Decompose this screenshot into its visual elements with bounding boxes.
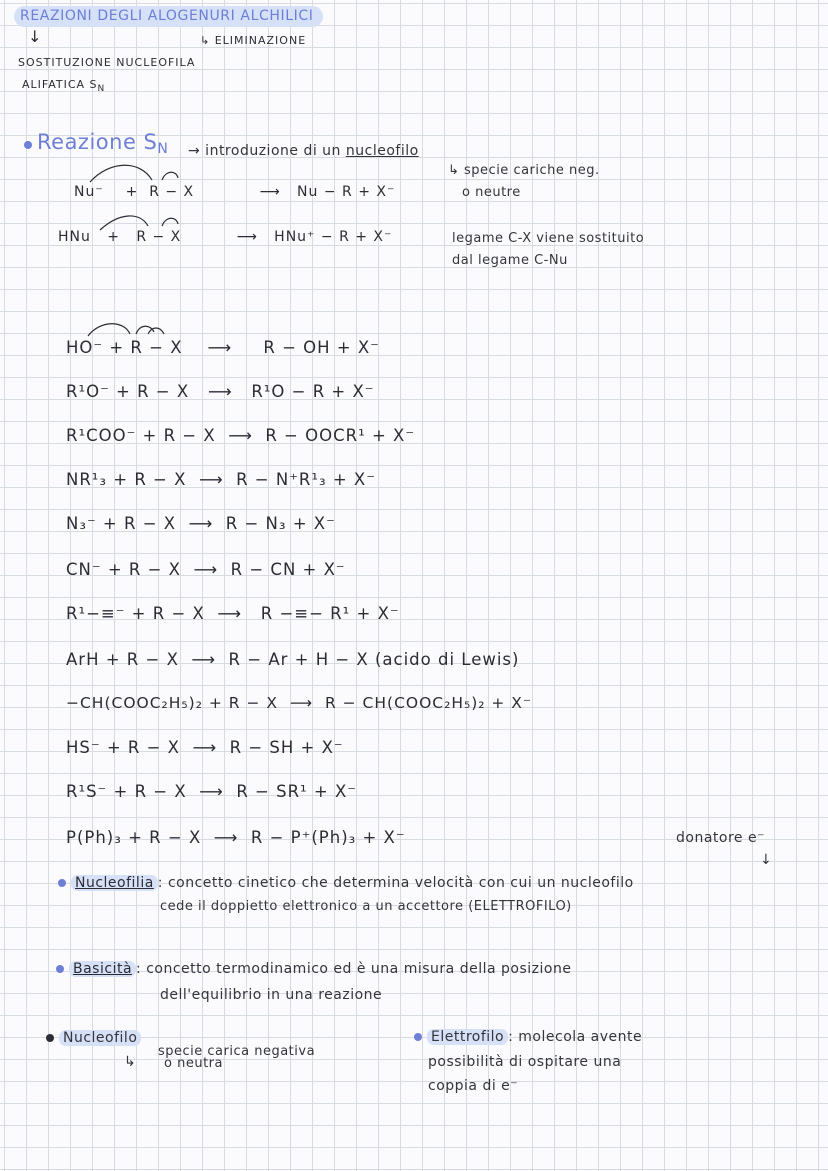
basicity-line2: dell'equilibrio in una reazione (160, 987, 383, 1003)
nucleophile-note-line1: ↳ specie cariche neg. (448, 163, 600, 178)
nucleophilicity-line2: cede il doppietto elettronico a un accettore (ELETTROFILO) (160, 899, 572, 914)
down-arrow-icon: ↓ (28, 27, 43, 46)
donor-arrow-icon: ↓ (760, 852, 773, 868)
general-equation-2: HNu + R − X ⟶ HNu⁺ − R + X⁻ (58, 229, 393, 245)
equation-row: R¹O⁻ + R − X ⟶ R¹O − R + X⁻ (66, 382, 375, 401)
substitution-label-line1: SOSTITUZIONE NUCLEOFILA (18, 56, 196, 69)
equation-row: HO⁻ + R − X ⟶ R − OH + X⁻ (66, 338, 380, 357)
bullet-icon (414, 1033, 422, 1041)
substitution-label-line2: ALIFATICA $S_N$ (22, 78, 106, 95)
nucleophile-arrow-icon: ↳ (124, 1054, 137, 1070)
equation-row: −CH(COOC₂H₅)₂ + R − X ⟶ R − CH(COOC₂H₅)₂ + X⁻ (66, 694, 533, 712)
bullet-icon (46, 1034, 54, 1042)
electrophile-line3: coppia di e⁻ (428, 1078, 519, 1094)
general-equation-1: Nu⁻ + R − X ⟶ Nu − R + X⁻ (74, 184, 396, 200)
nucleophile-def-line2: o neutra (164, 1056, 223, 1071)
equation-row: R¹−≡⁻ + R − X ⟶ R −≡− R¹ + X⁻ (66, 604, 400, 623)
equation-row: ArH + R − X ⟶ R − Ar + H − X (acido di Lewis) (66, 650, 520, 669)
nucleophile-def-line1: specie carica negativa (158, 1044, 316, 1059)
bond-note-line2: dal legame C-Nu (452, 253, 568, 268)
reaction-definition: → introduzione di un nucleofilo (188, 143, 419, 159)
electrophile-definition: Elettrofilo : molecola avente (414, 1029, 642, 1045)
page-title: REAZIONI DEGLI ALOGENURI ALCHILICI (14, 6, 323, 27)
equation-row: R¹COO⁻ + R − X ⟶ R − OOCR¹ + X⁻ (66, 426, 416, 445)
equation-row: HS⁻ + R − X ⟶ R − SH + X⁻ (66, 738, 344, 757)
nucleophile-term: Nucleofilo (46, 1030, 141, 1046)
bond-note-line1: legame C-X viene sostituito (452, 231, 645, 246)
electrophile-line2: possibilità di ospitare una (428, 1054, 622, 1070)
bullet-icon (56, 965, 64, 973)
equation-row: R¹S⁻ + R − X ⟶ R − SR¹ + X⁻ (66, 782, 357, 801)
basicity-definition: Basicità : concetto termodinamico ed è una misura della posizione (56, 961, 571, 977)
nucleophile-note-line2: o neutre (462, 185, 521, 200)
equation-row: CN⁻ + R − X ⟶ R − CN + X⁻ (66, 560, 346, 579)
donor-note: donatore e⁻ (676, 830, 765, 846)
bullet-icon (58, 879, 66, 887)
equation-row: N₃⁻ + R − X ⟶ R − N₃ + X⁻ (66, 514, 336, 533)
equation-row: P(Ph)₃ + R − X ⟶ R − P⁺(Ph)₃ + X⁻ (66, 828, 406, 847)
equation-row: NR¹₃ + R − X ⟶ R − N⁺R¹₃ + X⁻ (66, 470, 376, 489)
elimination-branch: ↳ ELIMINAZIONE (200, 34, 307, 47)
nucleophilicity-definition: Nucleofilia : concetto cinetico che determina velocità con cui un nucleofilo (58, 875, 634, 891)
reaction-heading: Reazione $S_N$ (24, 130, 168, 157)
